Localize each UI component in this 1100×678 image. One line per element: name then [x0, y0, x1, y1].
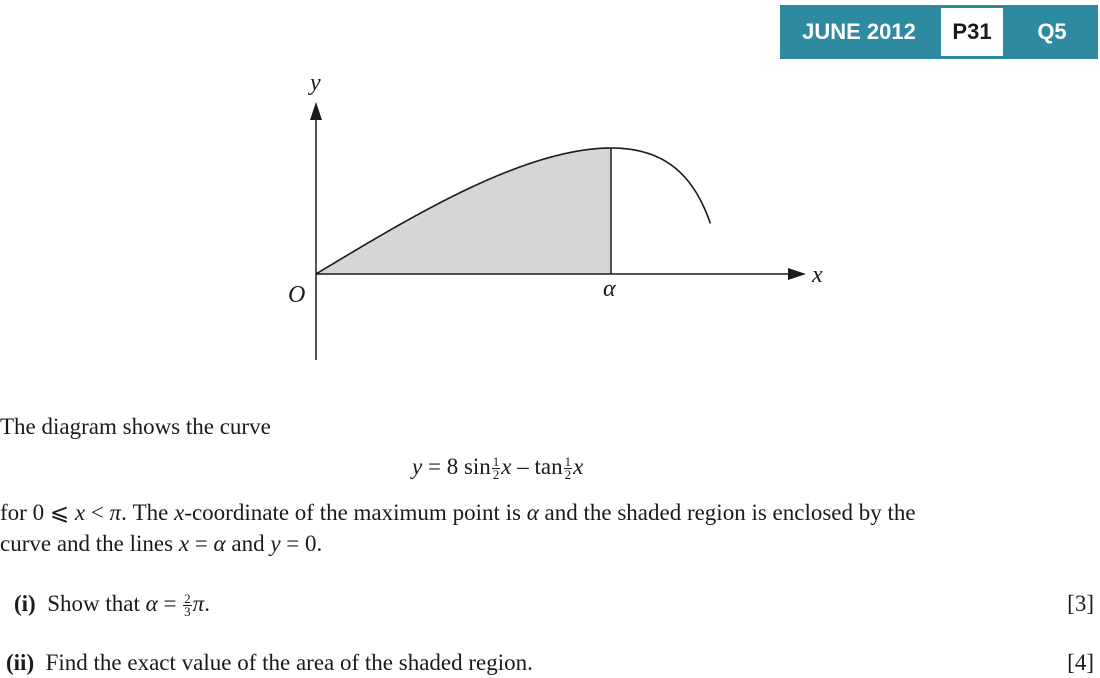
part-ii-label: (ii) — [6, 650, 35, 675]
part-i-pi: π — [192, 591, 205, 616]
frac1-den: 2 — [492, 467, 500, 483]
frac2-den: 2 — [564, 467, 572, 483]
part-i-num: 2 — [184, 591, 191, 607]
shaded-region — [316, 148, 611, 274]
paper-label: P31 — [938, 5, 1006, 59]
part-i-fraction — [183, 593, 192, 618]
line1-alpha: α — [526, 500, 539, 525]
alpha-label: α — [603, 276, 616, 302]
part-i-label: (i) — [14, 591, 36, 616]
question-label: Q5 — [1006, 5, 1098, 59]
y-axis-arrow — [310, 102, 322, 120]
line1-part-a: for 0 ⩽ — [0, 500, 75, 525]
line1-part-d: and the shaded region is enclosed by the — [538, 500, 916, 525]
line1-part-c: -coordinate of the maximum point is — [184, 500, 527, 525]
line1-lt: < — [85, 500, 110, 525]
line1-pi: π — [109, 500, 122, 525]
session-label: JUNE 2012 — [780, 5, 938, 59]
part-i-alpha: α — [145, 591, 158, 616]
line1-part-b: . The — [121, 500, 175, 525]
frac1-num: 1 — [492, 454, 500, 470]
intro-text — [0, 412, 271, 442]
intro-sentence: The diagram shows the curve — [0, 414, 271, 439]
part-i-den: 3 — [184, 604, 191, 620]
line2-alpha: α — [213, 531, 226, 556]
part-i — [14, 589, 210, 619]
x-axis-arrow — [788, 268, 806, 280]
eq-fraction-half-2 — [564, 456, 573, 481]
origin-label: O — [288, 282, 306, 308]
line2-part-a: curve and the lines — [0, 531, 179, 556]
x-axis-label: x — [812, 262, 823, 288]
eq-minus-tan: – tan — [517, 454, 563, 479]
frac2-num: 1 — [564, 454, 572, 470]
eq-x2: x — [573, 454, 584, 479]
part-ii-text: Find the exact value of the area of the shaded region. — [45, 650, 533, 675]
eq-y: y — [412, 454, 423, 479]
part-i-eq: = — [157, 591, 183, 616]
part-i-text: Show that — [47, 591, 146, 616]
y-axis-label: y — [310, 70, 321, 96]
part-ii — [6, 648, 533, 678]
part-ii-marks: [4] — [1067, 650, 1094, 675]
part-i-end: . — [204, 591, 210, 616]
condition-line-1 — [0, 498, 916, 528]
line2-x: x — [178, 531, 190, 556]
part-i-marks: [3] — [1067, 591, 1094, 616]
eq-x1: x — [501, 454, 512, 479]
line2-y: y — [270, 531, 281, 556]
line2-and: and — [225, 531, 271, 556]
condition-line-2 — [0, 529, 322, 559]
curve-equation — [412, 452, 583, 482]
eq-fraction-half-1 — [492, 456, 501, 481]
line2-eq2: = 0. — [280, 531, 323, 556]
line1-x1: x — [74, 500, 86, 525]
line2-eq1: = — [189, 531, 214, 556]
line1-x2: x — [174, 500, 185, 525]
eq-eight-sin: = 8 sin — [427, 454, 491, 479]
